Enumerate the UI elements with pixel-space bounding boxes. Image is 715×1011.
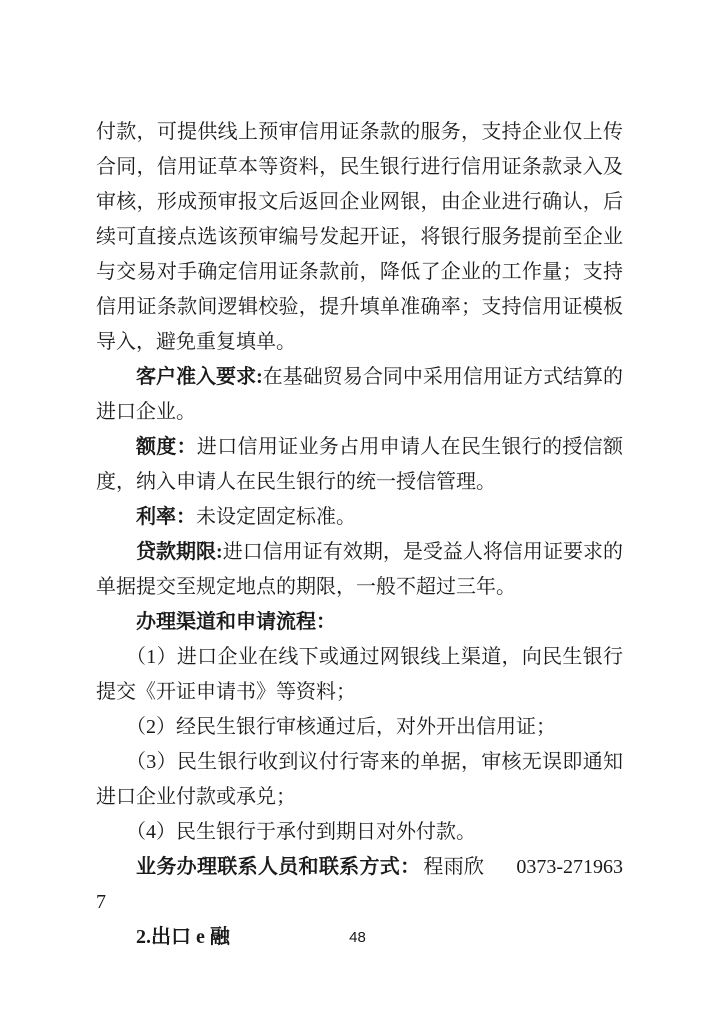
paragraph-quota bbox=[96, 430, 623, 500]
field-label-interest-rate: 利率： bbox=[136, 506, 196, 528]
field-label-contact: 业务办理联系人员和联系方式： bbox=[136, 856, 421, 878]
paragraph-intro-continuation bbox=[96, 115, 623, 360]
list-item-text: （3）民生银行收到议付行寄来的单据，审核无误即通知进口企业付款或承兑； bbox=[96, 751, 623, 808]
document-body bbox=[96, 115, 623, 955]
contact-phone: 0373-2719637 bbox=[96, 856, 624, 913]
field-text: 进口信用证有效期，是受益人将信用证要求的单据提交至规定地点的期限，一般不超过三年。 bbox=[96, 541, 623, 598]
heading-text: 办理渠道和申请流程： bbox=[136, 611, 336, 633]
paragraph-interest-rate bbox=[96, 500, 623, 535]
heading-application-process bbox=[96, 605, 623, 640]
list-item-step-4 bbox=[96, 815, 623, 850]
paragraph-customer-access bbox=[96, 360, 623, 430]
page-number: 48 bbox=[349, 929, 366, 946]
list-item-text: （4）民生银行于承付到期日对外付款。 bbox=[126, 821, 476, 843]
list-item-text: （2）经民生银行审核通过后，对外开出信用证； bbox=[126, 716, 556, 738]
field-label-customer-access: 客户准入要求: bbox=[136, 366, 263, 388]
paragraph-contact bbox=[96, 850, 623, 920]
paragraph-text: 付款，可提供线上预审信用证条款的服务，支持企业仅上传合同，信用证草本等资料，民生银行进行信用证条款录入及审核，形成预审报文后返回企业网银，由企业进行确认，后续可直接点选该预审编号发起开证，将银行服务提前至企业与交易对手确定信用证条款前，降低了企业的工作量；支持信用证条款间逻辑校验，提升填单准确率；支持信用证模板导入，避免重复填单。 bbox=[96, 121, 623, 353]
heading-text: 2.出口 e 融 bbox=[136, 926, 230, 948]
paragraph-loan-term bbox=[96, 535, 623, 605]
field-label-loan-term: 贷款期限: bbox=[136, 541, 223, 563]
field-text: 在基础贸易合同中采用信用证方式结算的进口企业。 bbox=[96, 366, 623, 423]
contact-name: 程雨欣 bbox=[423, 856, 485, 878]
field-label-quota: 额度： bbox=[136, 436, 197, 458]
list-item-step-3 bbox=[96, 745, 623, 815]
field-text: 未设定固定标准。 bbox=[196, 506, 356, 528]
list-item-step-1 bbox=[96, 640, 623, 710]
list-item-step-2 bbox=[96, 710, 623, 745]
list-item-text: （1）进口企业在线下或通过网银线上渠道，向民生银行提交《开证申请书》等资料； bbox=[96, 646, 623, 703]
field-text: 进口信用证业务占用申请人在民生银行的授信额度，纳入申请人在民生银行的统一授信管理。 bbox=[96, 436, 624, 493]
